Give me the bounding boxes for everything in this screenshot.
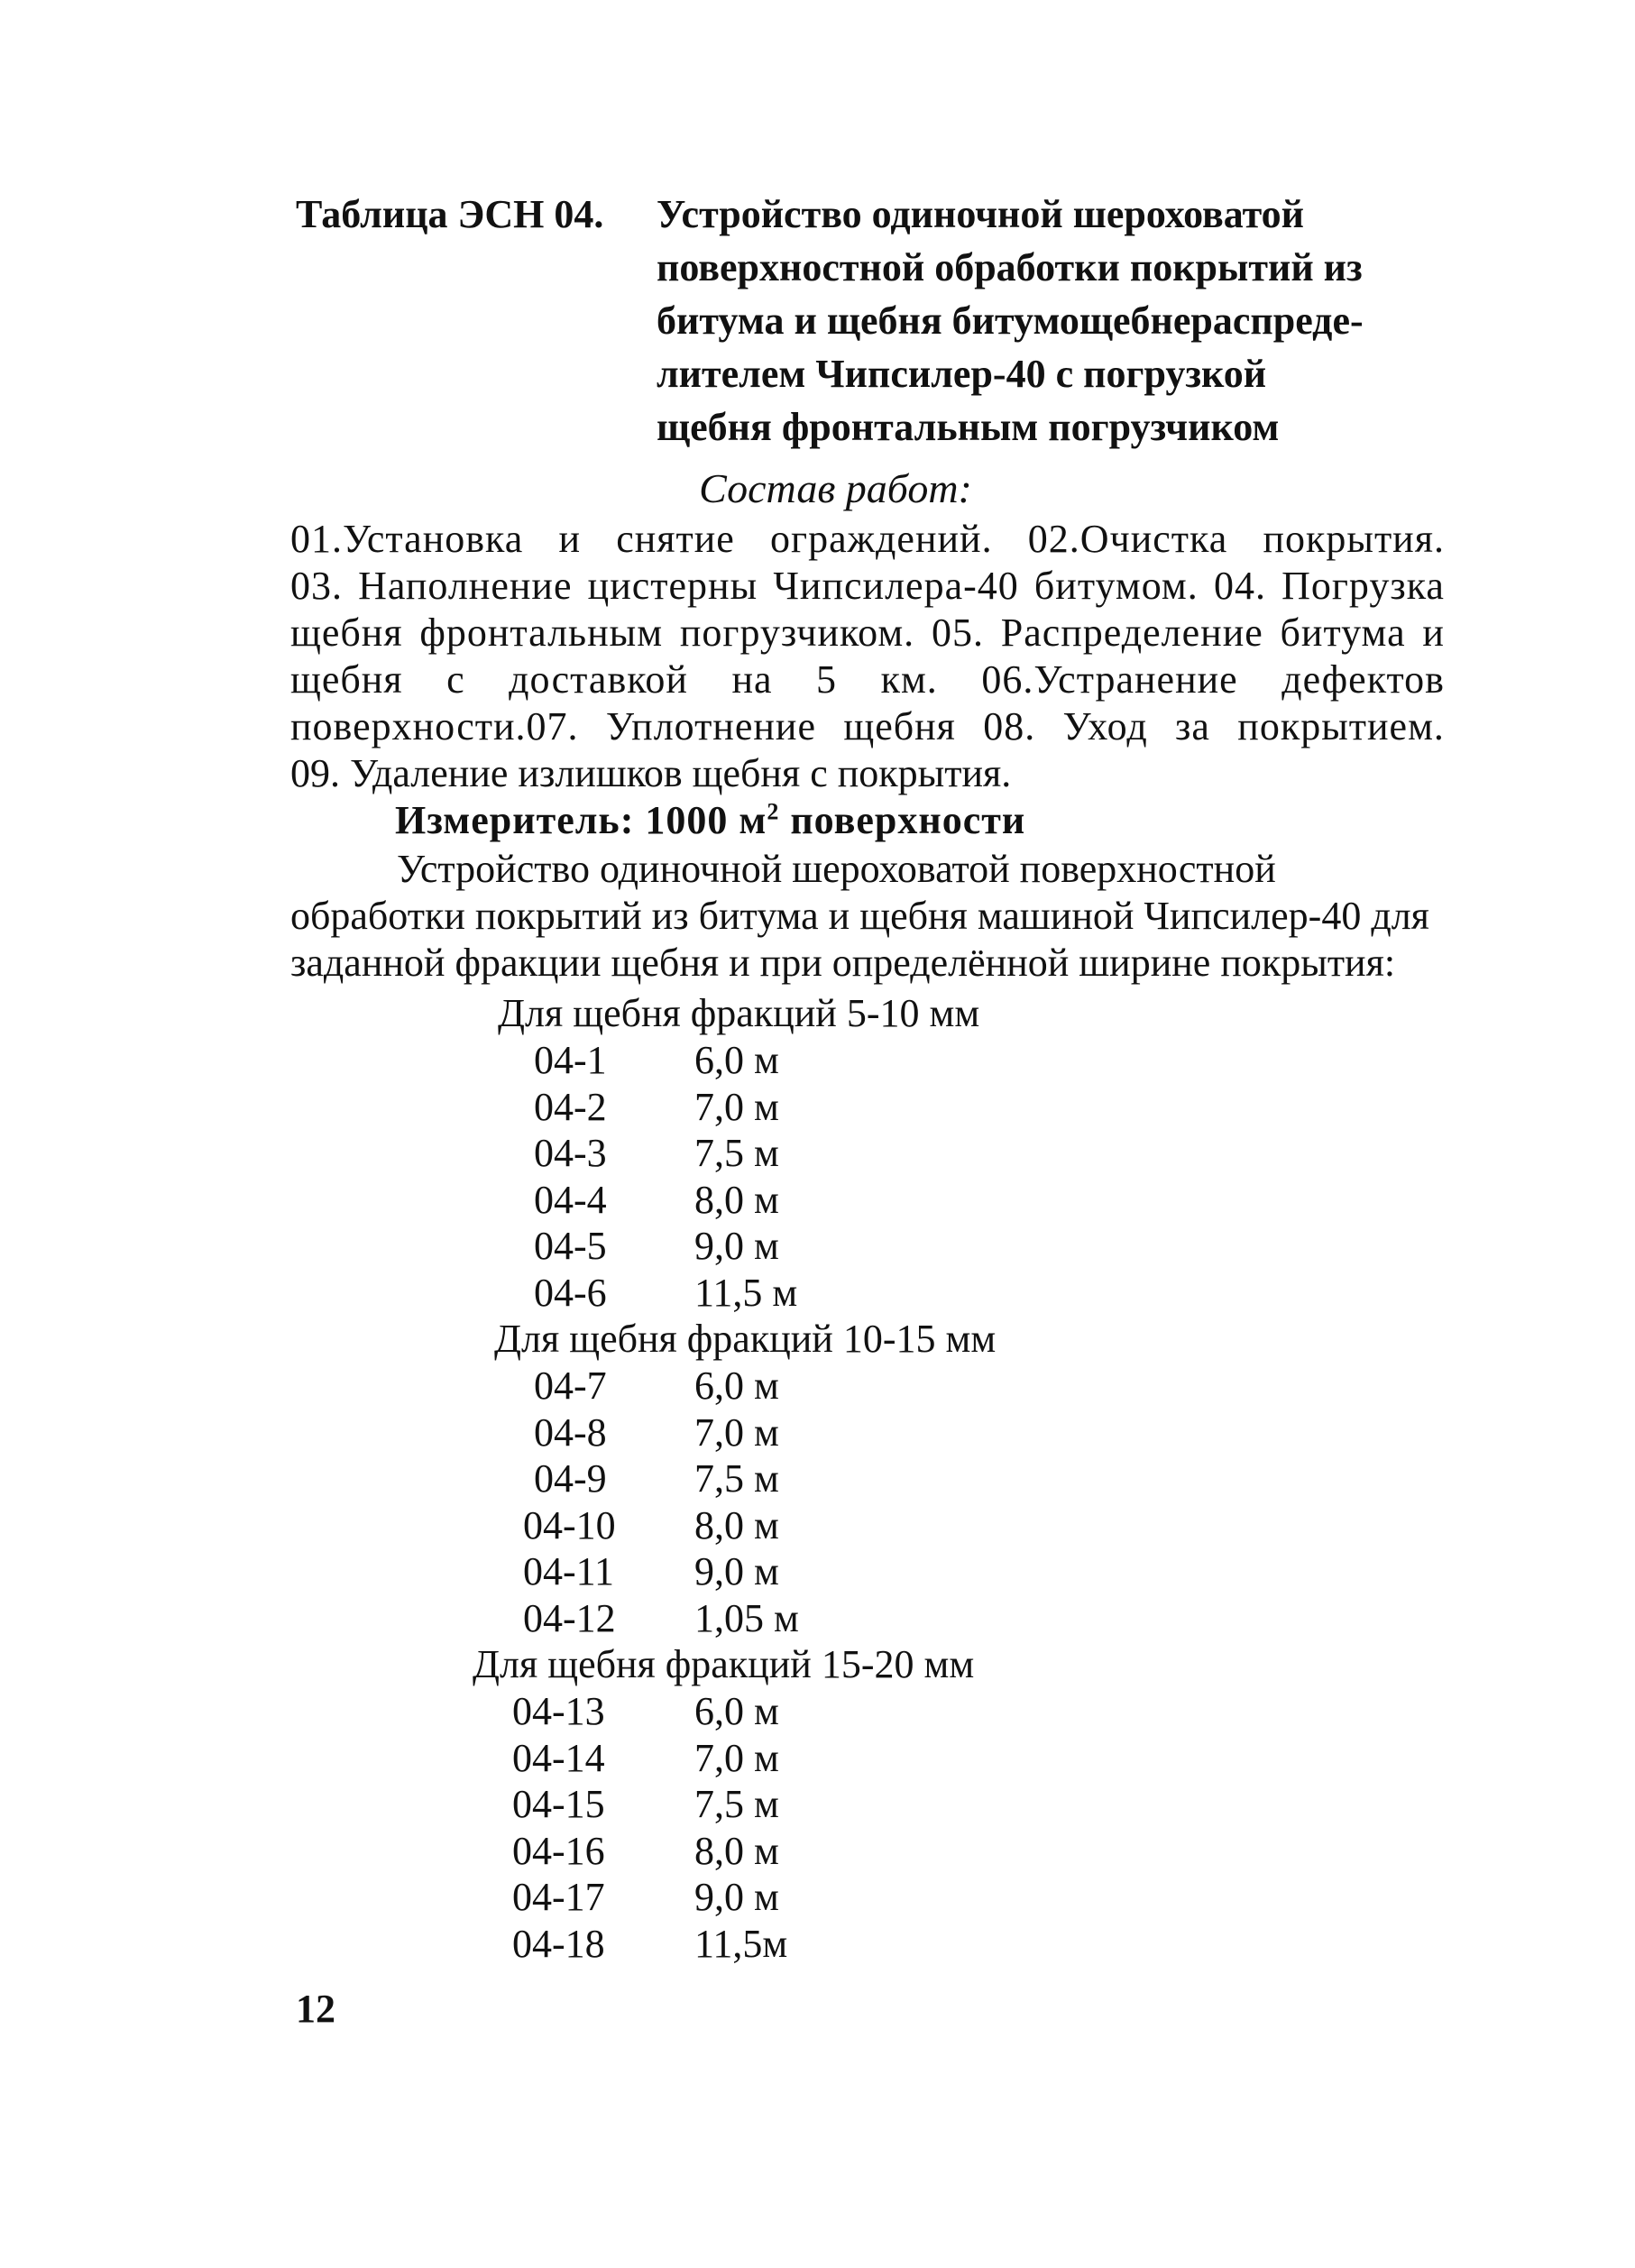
row-code: 04-17 — [512, 1875, 605, 1919]
row-width: 8,0 м — [694, 1502, 779, 1547]
word: и — [1422, 611, 1445, 655]
row-width: 7,0 м — [694, 1735, 779, 1780]
row-code: 04-9 — [534, 1456, 607, 1501]
row-code: 04-8 — [534, 1409, 607, 1455]
row-width: 9,0 м — [694, 1549, 779, 1593]
row-width: 7,0 м — [694, 1084, 779, 1129]
row-width: 9,0 м — [694, 1224, 779, 1268]
word: покрытием. — [1237, 704, 1445, 748]
row-code: 04-3 — [534, 1131, 607, 1175]
row-code: 04-11 — [523, 1549, 615, 1593]
word: покрытия. — [1263, 517, 1445, 561]
word: 01.Установка — [290, 517, 524, 561]
group-heading: Для щебня фракций 5-10 мм — [498, 991, 980, 1035]
composition-line — [290, 703, 1445, 750]
table-row — [0, 1874, 1635, 1921]
row-width: 11,5м — [694, 1921, 788, 1966]
word: Наполнение — [358, 564, 573, 608]
composition-text — [290, 516, 1445, 797]
row-width: 7,5 м — [694, 1456, 779, 1501]
row-width: 6,0 м — [694, 1364, 779, 1408]
table-row — [0, 1828, 1635, 1875]
table-row — [0, 1455, 1635, 1502]
word: на — [731, 657, 773, 702]
row-width: 7,5 м — [694, 1782, 779, 1826]
word: цистерны — [587, 564, 758, 608]
word: Чипсилера-40 — [773, 564, 1019, 608]
word: с — [446, 657, 465, 702]
row-code: 04-13 — [512, 1689, 605, 1733]
word: поверхности.07. — [290, 704, 579, 748]
word: щебня — [843, 704, 956, 748]
word: дефектов — [1281, 657, 1445, 702]
table-row — [0, 1921, 1635, 1968]
table-row — [0, 1084, 1635, 1131]
table-row — [0, 1735, 1635, 1782]
group-heading: Для щебня фракций 10-15 мм — [494, 1317, 997, 1361]
row-width: 8,0 м — [694, 1828, 779, 1873]
word: 04. — [1213, 564, 1266, 608]
table-row — [0, 1363, 1635, 1409]
row-width: 7,0 м — [694, 1409, 779, 1455]
composition-line — [290, 516, 1445, 563]
word: ограждений. — [770, 517, 993, 561]
word: за — [1175, 704, 1210, 748]
word: погрузчиком. — [679, 611, 915, 655]
row-code: 04-6 — [534, 1270, 607, 1315]
table-title-line: поверхностной обработки покрытий из — [657, 245, 1363, 289]
table-row — [0, 1781, 1635, 1828]
table-row — [0, 1502, 1635, 1549]
row-width: 6,0 м — [694, 1689, 779, 1733]
row-width: 6,0 м — [694, 1038, 779, 1082]
table-title-line: щебня фронтальным погрузчиком — [657, 405, 1280, 449]
row-width: 7,5 м — [694, 1131, 779, 1175]
word: Распределение — [1000, 611, 1263, 655]
row-code: 04-4 — [534, 1177, 607, 1222]
row-width: 1,05 м — [694, 1595, 799, 1640]
row-code: 04-7 — [534, 1364, 607, 1408]
word: и — [558, 517, 582, 561]
fraction-group — [0, 990, 1635, 1316]
word: щебня — [290, 611, 403, 655]
fraction-group — [0, 1641, 1635, 1967]
measure-suffix: поверхности — [779, 798, 1026, 842]
description-line: Устройство одиночной шероховатой поверхностной — [397, 847, 1276, 891]
word: Уплотнение — [605, 704, 816, 748]
word: 08. — [983, 704, 1036, 748]
composition-line: 09. Удаление излишков щебня с покрытия. — [290, 751, 1012, 795]
row-width: 11,5 м — [694, 1270, 798, 1315]
row-width: 8,0 м — [694, 1177, 779, 1222]
table-row — [0, 1548, 1635, 1595]
word: фронтальным — [419, 611, 664, 655]
measure-superscript: 2 — [767, 798, 780, 825]
table-row — [0, 1270, 1635, 1317]
word: доставкой — [509, 657, 688, 702]
table-row — [0, 1037, 1635, 1084]
fraction-group — [0, 1316, 1635, 1641]
word: 5 — [816, 657, 838, 702]
row-code: 04-5 — [534, 1224, 607, 1268]
word: битумом. — [1033, 564, 1199, 608]
word: битума — [1280, 611, 1406, 655]
row-code: 04-10 — [523, 1502, 616, 1547]
word: Погрузка — [1281, 564, 1445, 608]
description-line: обработки покрытий из битума и щебня машиной Чипсилер-40 для — [290, 894, 1429, 938]
word: 06.Устранение — [981, 657, 1238, 702]
composition-line — [290, 610, 1445, 657]
row-width: 9,0 м — [694, 1875, 779, 1919]
group-heading: Для щебня фракций 15-20 мм — [473, 1642, 975, 1686]
composition-line — [290, 563, 1445, 610]
word: 05. — [931, 611, 984, 655]
description — [290, 846, 1463, 987]
table-title-label: Таблица ЭСН 04. — [296, 192, 604, 236]
measure-unit — [395, 795, 1025, 846]
word: снятие — [616, 517, 735, 561]
table-title-line: лителем Чипсилер-40 с погрузкой — [657, 352, 1267, 396]
table-title-line: Устройство одиночной шероховатой — [657, 192, 1305, 236]
word: км. — [880, 657, 938, 702]
table-row — [0, 1177, 1635, 1224]
table-row — [0, 1130, 1635, 1177]
page-number: 12 — [296, 1987, 335, 2031]
composition-heading: Состав работ: — [699, 465, 972, 511]
word: 03. — [290, 564, 343, 608]
row-code: 04-2 — [534, 1084, 607, 1129]
fraction-groups — [0, 990, 1635, 1967]
word: щебня — [290, 657, 403, 702]
row-code: 04-1 — [534, 1038, 607, 1082]
table-title-line: битума и щебня битумощебнераспреде- — [657, 298, 1364, 343]
row-code: 04-18 — [512, 1921, 605, 1966]
word: Уход — [1062, 704, 1148, 748]
table-row — [0, 1688, 1635, 1735]
table-title-text — [657, 188, 1450, 454]
measure-text: Измеритель: 1000 м — [395, 798, 767, 842]
word: 02.Очистка — [1027, 517, 1228, 561]
row-code: 04-14 — [512, 1735, 605, 1780]
table-row — [0, 1595, 1635, 1642]
table-row — [0, 1223, 1635, 1270]
composition-line — [290, 657, 1445, 703]
table-row — [0, 1409, 1635, 1456]
row-code: 04-15 — [512, 1782, 605, 1826]
row-code: 04-12 — [523, 1595, 616, 1640]
description-line: заданной фракции щебня и при определённой ширине покрытия: — [290, 941, 1396, 985]
row-code: 04-16 — [512, 1828, 605, 1873]
